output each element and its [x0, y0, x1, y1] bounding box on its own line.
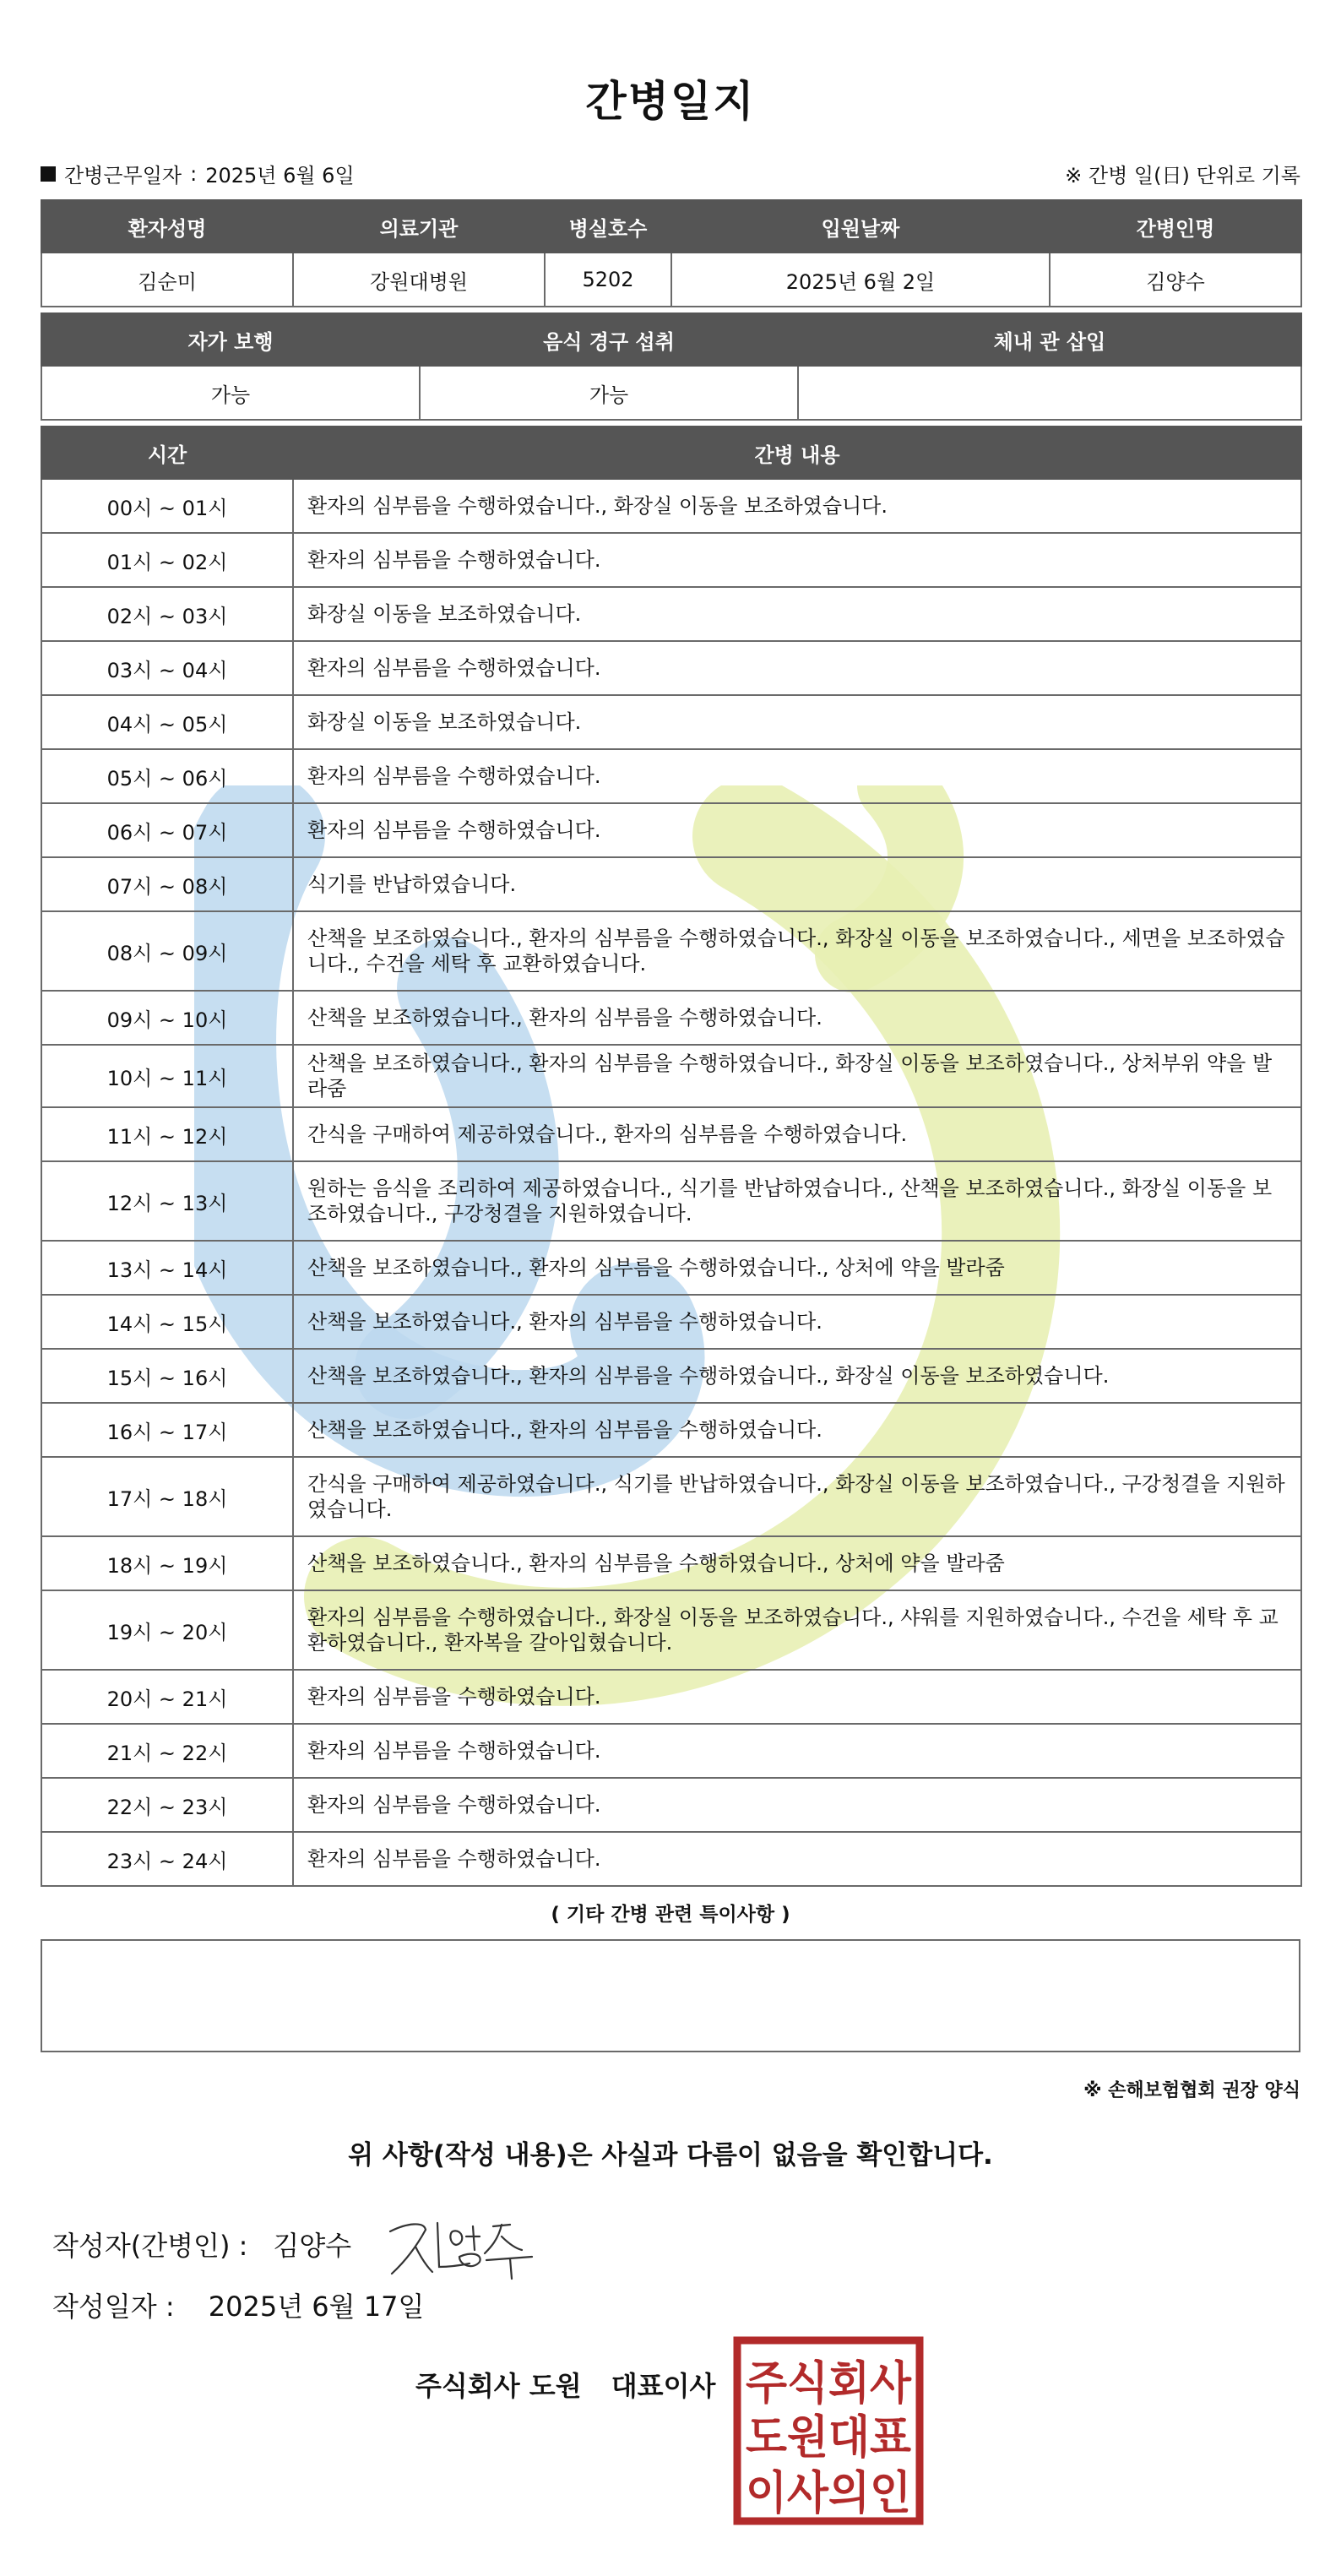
- care-log-time: 11시 ~ 12시: [41, 1107, 293, 1161]
- care-log-time: 09시 ~ 10시: [41, 991, 293, 1045]
- care-log-time: 23시 ~ 24시: [41, 1832, 293, 1886]
- room-number-value: 5202: [545, 253, 671, 307]
- company-name: 주식회사 도원: [415, 2370, 582, 2402]
- care-log-content: 산책을 보조하였습니다., 환자의 심부름을 수행하였습니다.: [293, 1295, 1301, 1349]
- care-log-row: [41, 641, 1301, 695]
- care-log-row: [41, 857, 1301, 911]
- care-log-row: [41, 1724, 1301, 1778]
- header-hospital: 의료기관: [293, 200, 545, 253]
- care-log-row: [41, 1045, 1301, 1107]
- patient-name-value: 김순미: [41, 253, 293, 307]
- care-log-table: [41, 426, 1302, 1887]
- care-log-row: [41, 1457, 1301, 1536]
- care-log-row: [41, 1107, 1301, 1161]
- care-log-row: [41, 1670, 1301, 1724]
- confirmation-statement: 위 사항(작성 내용)은 사실과 다름이 없음을 확인합니다.: [348, 2140, 993, 2171]
- care-log-row: [41, 1536, 1301, 1590]
- oral-intake-value: 가능: [420, 366, 798, 420]
- care-log-time: 00시 ~ 01시: [41, 479, 293, 533]
- writer-name: 김양수: [273, 2230, 352, 2262]
- header-oral-intake: 음식 경구 섭취: [420, 313, 798, 366]
- written-date-line: [52, 2285, 424, 2324]
- care-log-row: [41, 803, 1301, 857]
- care-log-content: 간식을 구매하여 제공하였습니다., 환자의 심부름을 수행하였습니다.: [293, 1107, 1301, 1161]
- header-admission-date: 입원날짜: [671, 200, 1050, 253]
- care-log-content: 화장실 이동을 보조하였습니다.: [293, 587, 1301, 641]
- care-log-content: 식기를 반납하였습니다.: [293, 857, 1301, 911]
- care-log-row: [41, 479, 1301, 533]
- care-log-content: 산책을 보조하였습니다., 환자의 심부름을 수행하였습니다., 화장실 이동을 보조하였습니다., 상처부위 약을 발라줌: [293, 1045, 1301, 1107]
- work-date-separator: :: [190, 161, 198, 186]
- patient-info-table: [41, 199, 1302, 307]
- care-log-row: [41, 1349, 1301, 1403]
- header-self-walking: 자가 보행: [41, 313, 420, 366]
- caregiver-name-value: 김양수: [1050, 253, 1301, 307]
- care-log-time: 06시 ~ 07시: [41, 803, 293, 857]
- care-log-time: 12시 ~ 13시: [41, 1161, 293, 1241]
- header-patient-name: 환자성명: [41, 200, 293, 253]
- care-log-content: 산책을 보조하였습니다., 환자의 심부름을 수행하였습니다.: [293, 991, 1301, 1045]
- care-log-time: 01시 ~ 02시: [41, 533, 293, 587]
- special-notes-title: ( 기타 간병 관련 특이사항 ): [551, 1904, 790, 1926]
- care-log-time: 05시 ~ 06시: [41, 749, 293, 803]
- care-log-content: 산책을 보조하였습니다., 환자의 심부름을 수행하였습니다., 화장실 이동을 보조하였습니다., 세면을 보조하였습니다., 수건을 세탁 후 교환하였습니다.: [293, 911, 1301, 991]
- written-date-value: 2025년 6월 17일: [208, 2291, 425, 2323]
- care-log-content: 환자의 심부름을 수행하였습니다.: [293, 641, 1301, 695]
- care-log-content: 환자의 심부름을 수행하였습니다.: [293, 1670, 1301, 1724]
- care-log-time: 13시 ~ 14시: [41, 1241, 293, 1295]
- care-log-time: 19시 ~ 20시: [41, 1590, 293, 1670]
- care-log-row: [41, 911, 1301, 991]
- seal-text-line: 도원대표: [746, 2410, 911, 2464]
- care-log-content: 환자의 심부름을 수행하였습니다., 화장실 이동을 보조하였습니다.: [293, 479, 1301, 533]
- care-log-time: 20시 ~ 21시: [41, 1670, 293, 1724]
- care-log-time: 15시 ~ 16시: [41, 1349, 293, 1403]
- header-care-content: 간병 내용: [293, 427, 1301, 479]
- care-log-row: [41, 1832, 1301, 1886]
- care-log-time: 21시 ~ 22시: [41, 1724, 293, 1778]
- care-log-content: 산책을 보조하였습니다., 환자의 심부름을 수행하였습니다., 상처에 약을 발라줌: [293, 1536, 1301, 1590]
- written-date-label: 작성일자 :: [52, 2291, 175, 2323]
- care-log-content: 환자의 심부름을 수행하였습니다.: [293, 1724, 1301, 1778]
- patient-status-header-row: [41, 313, 1301, 366]
- care-log-time: 08시 ~ 09시: [41, 911, 293, 991]
- work-date-line: [41, 159, 355, 188]
- care-log-content: 환자의 심부름을 수행하였습니다.: [293, 1778, 1301, 1832]
- care-log-time: 14시 ~ 15시: [41, 1295, 293, 1349]
- care-log-row: [41, 1590, 1301, 1670]
- care-log-time: 17시 ~ 18시: [41, 1457, 293, 1536]
- care-log-time: 22시 ~ 23시: [41, 1778, 293, 1832]
- care-log-row: [41, 991, 1301, 1045]
- care-log-row: [41, 1161, 1301, 1241]
- care-log-content: 산책을 보조하였습니다., 환자의 심부름을 수행하였습니다., 상처에 약을 발라줌: [293, 1241, 1301, 1295]
- care-log-row: [41, 749, 1301, 803]
- care-log-row: [41, 1295, 1301, 1349]
- care-log-body: [41, 479, 1301, 1886]
- special-notes-box: [41, 1939, 1300, 2052]
- care-log-row: [41, 533, 1301, 587]
- header-caregiver-name: 간병인명: [1050, 200, 1301, 253]
- writer-line: [52, 2225, 351, 2264]
- patient-status-table: [41, 312, 1302, 421]
- care-log-time: 04시 ~ 05시: [41, 695, 293, 749]
- care-log-time: 02시 ~ 03시: [41, 587, 293, 641]
- writer-label: 작성자(간병인) :: [52, 2230, 248, 2262]
- care-log-time: 03시 ~ 04시: [41, 641, 293, 695]
- self-walking-value: 가능: [41, 366, 420, 420]
- work-date-label: 간병근무일자: [64, 164, 182, 187]
- care-log-content: 간식을 구매하여 제공하였습니다., 식기를 반납하였습니다., 화장실 이동을 보조하였습니다., 구강청결을 지원하였습니다.: [293, 1457, 1301, 1536]
- header-room-number: 병실호수: [545, 200, 671, 253]
- work-date-value: 2025년 6월 6일: [205, 164, 355, 187]
- care-log-row: [41, 1403, 1301, 1457]
- patient-status-value-row: [41, 366, 1301, 420]
- company-seal-stamp: [733, 2336, 924, 2525]
- seal-text-line: 주식회사: [746, 2356, 912, 2410]
- care-log-content: 원하는 음식을 조리하여 제공하였습니다., 식기를 반납하였습니다., 산책을 보조하였습니다., 화장실 이동을 보조하였습니다., 구강청결을 지원하였습니다.: [293, 1161, 1301, 1241]
- header-time: 시간: [41, 427, 293, 479]
- patient-info-header-row: [41, 200, 1301, 253]
- care-log-content: 환자의 심부름을 수행하였습니다.: [293, 749, 1301, 803]
- handwritten-signature: [382, 2206, 542, 2282]
- care-log-time: 18시 ~ 19시: [41, 1536, 293, 1590]
- care-log-time: 07시 ~ 08시: [41, 857, 293, 911]
- admission-date-value: 2025년 6월 2일: [671, 253, 1050, 307]
- patient-info-value-row: [41, 253, 1301, 307]
- care-log-content: 화장실 이동을 보조하였습니다.: [293, 695, 1301, 749]
- care-log-row: [41, 1778, 1301, 1832]
- document-title: 간병일지: [585, 77, 756, 126]
- form-source-note: ※ 손해보험협회 권장 양식: [1083, 2080, 1300, 2101]
- care-log-time: 10시 ~ 11시: [41, 1045, 293, 1107]
- header-tube-insertion: 체내 관 삽입: [798, 313, 1301, 366]
- care-log-content: 환자의 심부름을 수행하였습니다.: [293, 533, 1301, 587]
- care-log-row: [41, 1241, 1301, 1295]
- tube-insertion-value: [798, 366, 1301, 420]
- care-log-header-row: [41, 427, 1301, 479]
- hospital-value: 강원대병원: [293, 253, 545, 307]
- care-log-content: 산책을 보조하였습니다., 환자의 심부름을 수행하였습니다.: [293, 1403, 1301, 1457]
- square-bullet-icon: [41, 166, 56, 182]
- care-log-content: 환자의 심부름을 수행하였습니다., 화장실 이동을 보조하였습니다., 샤워를 지원하였습니다., 수건을 세탁 후 교환하였습니다., 환자복을 갈아입혔습니다.: [293, 1590, 1301, 1670]
- record-unit-note: ※ 간병 일(日) 단위로 기록: [1065, 164, 1300, 187]
- care-log-row: [41, 587, 1301, 641]
- company-signature-line: [415, 2365, 715, 2404]
- seal-text-line: 이사의인: [746, 2466, 911, 2519]
- care-log-content: 환자의 심부름을 수행하였습니다.: [293, 1832, 1301, 1886]
- care-log-content: 환자의 심부름을 수행하였습니다.: [293, 803, 1301, 857]
- ceo-label: 대표이사: [611, 2370, 716, 2402]
- care-log-time: 16시 ~ 17시: [41, 1403, 293, 1457]
- care-log-row: [41, 695, 1301, 749]
- care-log-content: 산책을 보조하였습니다., 환자의 심부름을 수행하였습니다., 화장실 이동을 보조하였습니다.: [293, 1349, 1301, 1403]
